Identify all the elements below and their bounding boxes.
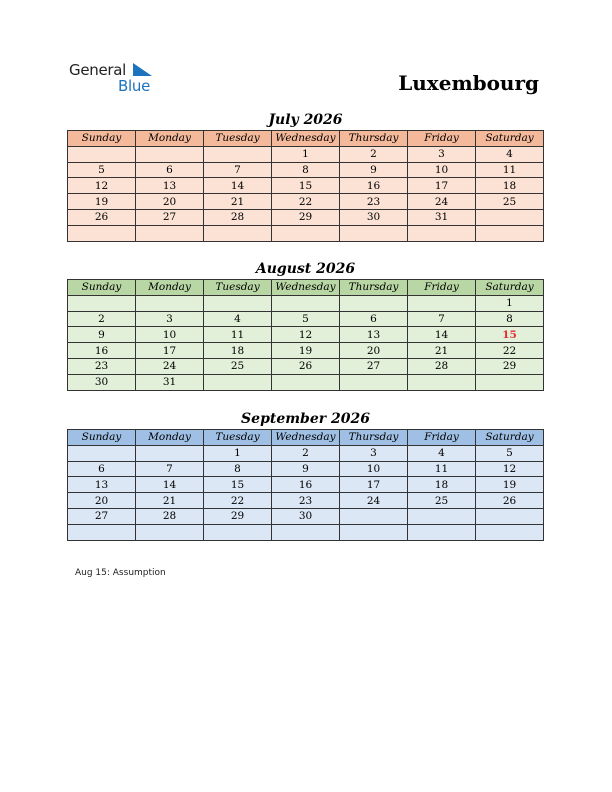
day-cell: 16 (272, 477, 340, 493)
day-cell (476, 524, 544, 540)
day-cell: 21 (204, 194, 272, 210)
day-cell: 26 (272, 358, 340, 374)
day-cell: 19 (272, 343, 340, 359)
day-cell: 21 (136, 493, 204, 509)
weekday-header: Sunday (68, 131, 136, 147)
week-row (68, 194, 544, 210)
day-cell (340, 524, 408, 540)
logo-triangle-icon (133, 63, 153, 77)
day-cell: 20 (136, 194, 204, 210)
day-cell: 2 (68, 311, 136, 327)
day-cell (204, 524, 272, 540)
day-cell: 24 (408, 194, 476, 210)
day-cell: 16 (68, 343, 136, 359)
day-cell: 1 (204, 445, 272, 461)
month-title: July 2026 (268, 112, 343, 128)
day-cell: 3 (136, 311, 204, 327)
weekday-header: Saturday (476, 131, 544, 147)
week-row (68, 508, 544, 524)
holidays-note: Aug 15: Assumption (75, 568, 166, 578)
day-cell: 23 (272, 493, 340, 509)
day-cell: 4 (476, 146, 544, 162)
weekday-header: Wednesday (272, 280, 340, 296)
generalblue-logo (69, 61, 169, 97)
weekday-header: Tuesday (204, 131, 272, 147)
day-cell: 22 (204, 493, 272, 509)
day-cell (272, 295, 340, 311)
day-cell (408, 508, 476, 524)
day-cell (136, 295, 204, 311)
day-cell: 12 (272, 327, 340, 343)
day-cell: 15 (204, 477, 272, 493)
day-cell (408, 225, 476, 241)
day-cell: 5 (476, 445, 544, 461)
day-cell (204, 374, 272, 390)
week-row (68, 295, 544, 311)
day-cell: 1 (272, 146, 340, 162)
week-row (68, 343, 544, 359)
day-cell: 25 (476, 194, 544, 210)
day-cell (204, 146, 272, 162)
day-cell: 18 (476, 178, 544, 194)
day-cell: 28 (204, 209, 272, 225)
weekday-header-row (68, 131, 544, 147)
day-cell: 14 (204, 178, 272, 194)
weekday-header: Tuesday (204, 430, 272, 446)
week-row (68, 477, 544, 493)
day-cell: 10 (136, 327, 204, 343)
country-title: Luxembourg (398, 71, 539, 95)
day-cell: 11 (204, 327, 272, 343)
day-cell (476, 508, 544, 524)
day-cell: 9 (340, 162, 408, 178)
day-cell (68, 146, 136, 162)
day-cell (340, 374, 408, 390)
day-cell: 18 (408, 477, 476, 493)
day-cell: 21 (408, 343, 476, 359)
day-cell: 9 (272, 461, 340, 477)
weekday-header: Wednesday (272, 131, 340, 147)
day-cell: 28 (408, 358, 476, 374)
day-cell: 12 (68, 178, 136, 194)
day-cell: 17 (340, 477, 408, 493)
calendar-table (67, 429, 544, 541)
day-cell: 20 (340, 343, 408, 359)
day-cell: 23 (68, 358, 136, 374)
weekday-header: Saturday (476, 430, 544, 446)
day-cell (476, 225, 544, 241)
day-cell: 29 (476, 358, 544, 374)
day-cell: 10 (408, 162, 476, 178)
day-cell (476, 209, 544, 225)
day-cell: 9 (68, 327, 136, 343)
day-cell: 7 (136, 461, 204, 477)
day-cell: 18 (204, 343, 272, 359)
month-august (67, 260, 544, 391)
day-cell: 16 (340, 178, 408, 194)
weekday-header-row (68, 430, 544, 446)
day-cell: 8 (204, 461, 272, 477)
day-cell (68, 445, 136, 461)
day-cell: 10 (340, 461, 408, 477)
day-cell: 23 (340, 194, 408, 210)
weekday-header: Wednesday (272, 430, 340, 446)
day-cell: 17 (408, 178, 476, 194)
day-cell: 24 (136, 358, 204, 374)
weekday-header: Sunday (68, 280, 136, 296)
day-cell (340, 295, 408, 311)
day-cell: 2 (272, 445, 340, 461)
day-cell: 13 (340, 327, 408, 343)
day-cell: 3 (408, 146, 476, 162)
day-cell: 5 (272, 311, 340, 327)
day-cell: 31 (136, 374, 204, 390)
day-cell (68, 524, 136, 540)
holiday-day-cell: 15 (476, 327, 544, 343)
week-row (68, 146, 544, 162)
day-cell: 27 (68, 508, 136, 524)
day-cell: 31 (408, 209, 476, 225)
week-row (68, 178, 544, 194)
day-cell (272, 374, 340, 390)
month-july (67, 111, 544, 242)
day-cell: 8 (476, 311, 544, 327)
week-row (68, 225, 544, 241)
day-cell: 6 (68, 461, 136, 477)
day-cell (476, 374, 544, 390)
weekday-header: Friday (408, 131, 476, 147)
day-cell: 27 (136, 209, 204, 225)
day-cell: 11 (476, 162, 544, 178)
day-cell (340, 225, 408, 241)
calendar-table (67, 130, 544, 242)
week-row (68, 445, 544, 461)
day-cell: 30 (68, 374, 136, 390)
weekday-header: Monday (136, 131, 204, 147)
day-cell: 1 (476, 295, 544, 311)
weekday-header: Thursday (340, 430, 408, 446)
week-row (68, 162, 544, 178)
day-cell: 4 (204, 311, 272, 327)
day-cell (272, 225, 340, 241)
week-row (68, 374, 544, 390)
day-cell: 29 (272, 209, 340, 225)
weekday-header: Monday (136, 430, 204, 446)
weekday-header: Thursday (340, 131, 408, 147)
day-cell (136, 225, 204, 241)
day-cell (68, 295, 136, 311)
day-cell: 7 (204, 162, 272, 178)
week-row (68, 358, 544, 374)
day-cell: 6 (340, 311, 408, 327)
week-row (68, 209, 544, 225)
day-cell (136, 524, 204, 540)
day-cell: 13 (68, 477, 136, 493)
day-cell: 25 (204, 358, 272, 374)
day-cell: 24 (340, 493, 408, 509)
day-cell: 19 (476, 477, 544, 493)
day-cell: 27 (340, 358, 408, 374)
month-september (67, 410, 544, 541)
day-cell: 13 (136, 178, 204, 194)
weekday-header-row (68, 280, 544, 296)
day-cell (204, 295, 272, 311)
weekday-header: Sunday (68, 430, 136, 446)
day-cell: 25 (408, 493, 476, 509)
day-cell: 15 (272, 178, 340, 194)
day-cell: 30 (272, 508, 340, 524)
day-cell: 20 (68, 493, 136, 509)
day-cell (340, 508, 408, 524)
day-cell: 14 (136, 477, 204, 493)
day-cell: 2 (340, 146, 408, 162)
day-cell (136, 445, 204, 461)
week-row (68, 493, 544, 509)
week-row (68, 461, 544, 477)
day-cell: 22 (272, 194, 340, 210)
day-cell: 29 (204, 508, 272, 524)
weekday-header: Friday (408, 280, 476, 296)
weekday-header: Friday (408, 430, 476, 446)
month-title: August 2026 (255, 261, 356, 277)
day-cell: 12 (476, 461, 544, 477)
day-cell (136, 146, 204, 162)
calendar-table (67, 279, 544, 391)
day-cell: 17 (136, 343, 204, 359)
logo-text-blue: Blue (118, 77, 150, 95)
day-cell: 11 (408, 461, 476, 477)
weekday-header: Saturday (476, 280, 544, 296)
day-cell: 6 (136, 162, 204, 178)
day-cell (408, 524, 476, 540)
weekday-header: Monday (136, 280, 204, 296)
day-cell: 28 (136, 508, 204, 524)
week-row (68, 311, 544, 327)
day-cell: 5 (68, 162, 136, 178)
day-cell: 8 (272, 162, 340, 178)
day-cell (204, 225, 272, 241)
day-cell: 7 (408, 311, 476, 327)
day-cell: 4 (408, 445, 476, 461)
day-cell (272, 524, 340, 540)
week-row (68, 327, 544, 343)
day-cell: 30 (340, 209, 408, 225)
day-cell (408, 295, 476, 311)
day-cell (68, 225, 136, 241)
logo-text-general: General (69, 61, 127, 79)
day-cell: 19 (68, 194, 136, 210)
day-cell: 26 (476, 493, 544, 509)
weekday-header: Thursday (340, 280, 408, 296)
day-cell (408, 374, 476, 390)
weekday-header: Tuesday (204, 280, 272, 296)
day-cell: 22 (476, 343, 544, 359)
month-title: September 2026 (241, 411, 370, 427)
day-cell: 26 (68, 209, 136, 225)
day-cell: 3 (340, 445, 408, 461)
day-cell: 14 (408, 327, 476, 343)
week-row (68, 524, 544, 540)
